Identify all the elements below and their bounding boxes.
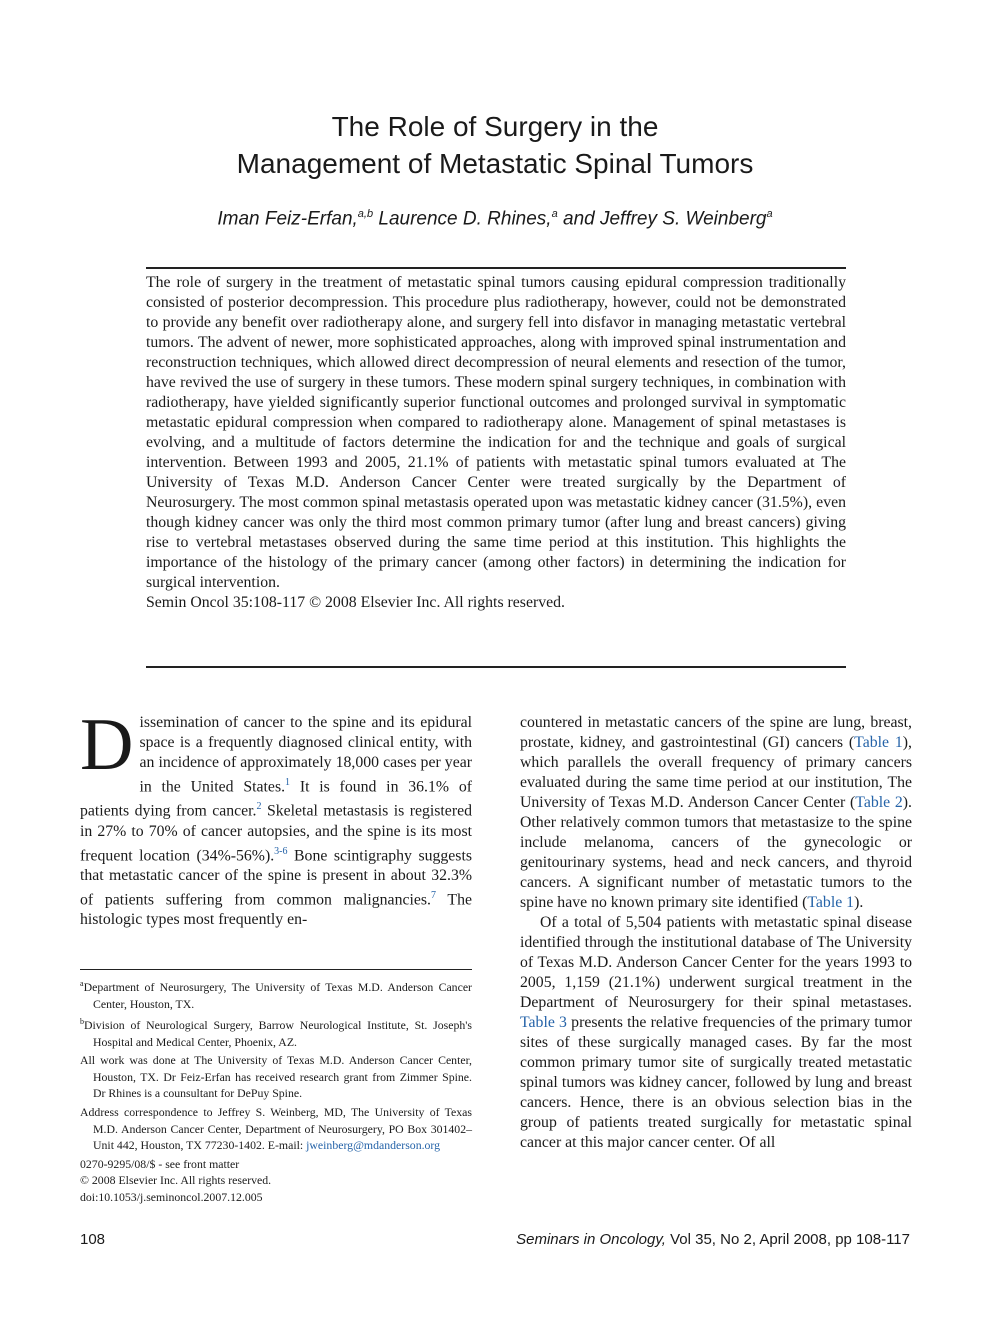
author-affiliation: a (551, 208, 558, 220)
abstract-top-rule (146, 267, 846, 269)
reference-link[interactable]: 3-6 (274, 845, 288, 857)
body-text: Of a total of 5,504 patients with metastatic spinal disease identified through the institutional database of The University of Texas M.D. Anderson Cancer Center for the years 1993 to 2005, 1,159 (21.1%) underwent surgical treatment in the Department of Neurosurgery for their spinal metastases. (520, 914, 912, 1011)
body-column-right (520, 713, 912, 1153)
footnotes (80, 976, 472, 1206)
email-link[interactable]: jweinberg@mdanderson.org (306, 1138, 441, 1153)
abstract (146, 273, 846, 613)
footnote-copyright: © 2008 Elsevier Inc. All rights reserved. (80, 1173, 272, 1188)
body-text: ). (854, 894, 864, 911)
title-line-1: The Role of Surgery in the (331, 111, 659, 142)
author-name: Jeffrey S. Weinberg (599, 208, 767, 230)
body-text: countered in metastatic cancers of the spine are lung, breast, prostate, kidney, and gastrointestinal (GI) cancers ( (520, 714, 912, 751)
footnote-text: Address correspondence to Jeffrey S. Weinberg, MD, The University of Texas M.D. Anderson Cancer Center, Department of Neurosurgery, PO Box 301402–Unit 442, Houston, TX 77230-1402. E-mail: (80, 1105, 472, 1153)
drop-cap: D (80, 704, 134, 786)
author-conjunction: and (563, 208, 595, 230)
reference-link[interactable]: 1 (285, 777, 291, 788)
footnote-correspondence (80, 1104, 472, 1154)
author-name: Laurence D. Rhines, (378, 208, 552, 230)
footnote-affiliation-a (80, 976, 472, 1012)
table-link[interactable]: Table 1 (807, 894, 855, 911)
body-text: Bone scintigraphy suggests that metastatic cancer of the spine is present in about 32.3% of patients suffering from common malignancies. (80, 846, 472, 909)
journal-issue: Vol 35, No 2, April 2008, pp 108-117 (665, 1231, 910, 1248)
article-title (0, 108, 990, 182)
table-link[interactable]: Table 3 (520, 1014, 567, 1031)
abstract-citation: Semin Oncol 35:108-117 © 2008 Elsevier Inc. All rights reserved. (146, 594, 565, 611)
reference-link[interactable]: 2 (256, 801, 262, 813)
author-name: Iman Feiz-Erfan, (217, 208, 358, 230)
journal-footer (516, 1231, 910, 1248)
footnote-issn: 0270-9295/08/$ - see front matter (80, 1156, 240, 1171)
body-paragraph (520, 913, 912, 1153)
footnote-text: Department of Neurosurgery, The University of Texas M.D. Anderson Cancer Center, Houston, TX. (83, 979, 472, 1011)
table-link[interactable]: Table 1 (854, 734, 903, 751)
footnote-mark: a (80, 979, 84, 988)
body-paragraph (80, 704, 472, 930)
abstract-text: The role of surgery in the treatment of metastatic spinal tumors causing epidural compression traditionally consisted of posterior decompression. This procedure plus radiotherapy, however, could not be demonstrated to provide any benefit over radiotherapy alone, and surgery fell into disfavor in managing metastatic vertebral tumors. The advent of newer, more sophisticated approaches, along with improved spinal instrumentation and reconstruction techniques, which allowed direct decompression of neural elements and resection of the tumor, have revived the use of surgery in these tumors. These modern spinal surgery techniques, in combination with radiotherapy, have yielded significantly superior functional outcomes and prolonged survival in symptomatic metastatic epidural compression when compared to radiotherapy alone. Management of spinal metastases is evolving, and a multitude of factors determine the indication for and the technique and goals of surgical intervention. Between 1993 and 2005, 21.1% of patients with metastatic spinal tumors evaluated at The University of Texas M.D. Anderson Cancer Center were treated surgically by the Department of Neurosurgery. The most common spinal metastasis operated upon was metastatic kidney cancer (31.5%), even though kidney cancer was only the third most common primary tumor (after lung and breast cancers) giving rise to vertebral metastases observed during the same time period at this institution. This highlights the importance of the histology of the primary cancer (among other factors) in determining the indication for surgical intervention. (146, 274, 846, 591)
reference-link[interactable]: 7 (430, 889, 436, 901)
footnote-rule (80, 969, 472, 970)
author-list (0, 208, 990, 230)
abstract-bottom-rule (146, 666, 846, 668)
body-text: ). Other relatively common tumors that metastasize to the spine include melanoma, cancers of the gynecologic or genitourinary systems, head and neck cancers, and thyroid cancers. A significant number of metastatic tumors to the spine have no known primary site identified ( (520, 794, 912, 911)
page-number: 108 (80, 1231, 106, 1248)
body-column-left (80, 704, 472, 930)
body-text: The histologic types most frequently en- (80, 891, 472, 929)
body-text: It is found in 36.1% of patients dying from cancer. (80, 778, 472, 820)
author-affiliation: a,b (357, 208, 374, 220)
footnote-mark: b (80, 1017, 84, 1027)
footnote-text: Division of Neurological Surgery, Barrow Neurological Institute, St. Joseph's Hospital and Medical Center, Phoenix, AZ. (84, 1018, 472, 1049)
journal-name: Seminars in Oncology, (516, 1231, 666, 1248)
table-link[interactable]: Table 2 (855, 794, 903, 811)
body-text: issemination of cancer to the spine and its epidural space is a frequently diagnosed clinical entity, with an incidence of approximately 18,000 cases per year in the United States. (139, 714, 472, 796)
footnote-affiliation-b (80, 1014, 472, 1050)
body-text: ), which parallels the overall frequency of primary cancers evaluated during the same time period at our institution, The University of Texas M.D. Anderson Cancer Center ( (520, 734, 912, 811)
footnote-disclosure: All work was done at The University of Texas M.D. Anderson Cancer Center, Houston, TX. Dr Feiz-Erfan has received research grant from Zimmer Spine. Dr Rhines is a counsultant for DePuy Spine. (80, 1053, 472, 1101)
body-text: presents the relative frequencies of the primary tumor sites of these surgically managed cases. By far the most common primary tumor site of surgically treated metastatic spinal tumors was kidney cancer, followed by lung and breast cancers. Hence, there is an obvious selection bias in the group of patients treated surgically for metastatic spinal cancer at this major cancer center. Of all (520, 1014, 912, 1151)
footnote-doi: doi:10.1053/j.seminoncol.2007.12.005 (80, 1189, 263, 1204)
author-affiliation: a (766, 208, 773, 220)
body-paragraph (520, 713, 912, 913)
title-line-2: Management of Metastatic Spinal Tumors (236, 148, 754, 179)
body-text: Skeletal metastasis is registered in 27% to 70% of cancer autopsies, and the spine is its most frequent location (34%-56%). (80, 802, 472, 864)
